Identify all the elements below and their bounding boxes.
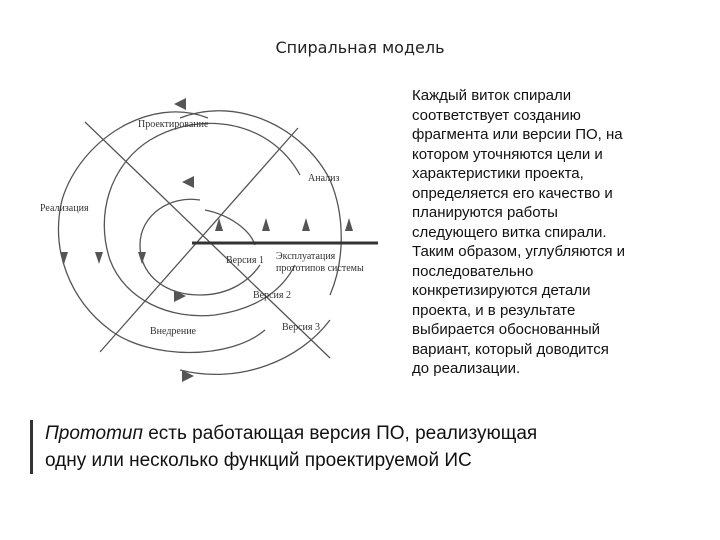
arrow-left-icon	[182, 176, 194, 188]
prototype-line-2: одну или несколько функций проектируемой ИС	[45, 450, 472, 471]
description-line: планируются работы	[412, 204, 558, 221]
arrow-up-icon	[262, 218, 270, 231]
label-design: Проектирование	[138, 119, 209, 130]
description-line: следующего витка спирали.	[412, 223, 607, 241]
label-deployment: Внедрение	[150, 326, 196, 337]
slide-title: Спиральная модель	[275, 38, 445, 57]
label-analysis: Анализ	[308, 173, 340, 184]
description-line: вариант, который доводится	[412, 340, 609, 358]
label-operation-line2: прототипов системы	[276, 263, 364, 274]
label-implementation: Реализация	[40, 203, 89, 214]
arrow-down-icon	[95, 252, 103, 264]
label-operation-line1: Эксплуатация	[276, 251, 336, 262]
prototype-term: Прототип	[45, 423, 143, 444]
arrow-down-icon	[138, 252, 146, 264]
label-version3: Версия 3	[282, 322, 320, 333]
axis-line	[100, 128, 298, 352]
spiral-arc	[59, 112, 265, 353]
description-line: последовательно	[412, 262, 534, 280]
description-line: Каждый виток спирали	[412, 87, 572, 104]
prototype-line1-text: есть работающая версия ПО, реализующая	[142, 423, 538, 444]
arrow-right-icon	[174, 290, 186, 302]
description-text	[412, 86, 712, 379]
prototype-line-1	[45, 420, 720, 447]
description-line: выбирается обоснованный	[412, 321, 601, 338]
description-line: фрагмента или версии ПО, на	[412, 126, 623, 143]
description-line: до реализации.	[412, 360, 521, 377]
description-line: конкретизируются детали	[412, 282, 591, 299]
description-line: Таким образом, углубляются и	[412, 243, 626, 260]
description-line: характеристики проекта,	[412, 165, 584, 182]
spiral-model-diagram	[40, 80, 390, 410]
spiral-arc	[104, 123, 300, 315]
prototype-definition	[30, 420, 720, 474]
arrow-up-icon	[302, 218, 310, 231]
label-version2: Версия 2	[253, 290, 291, 301]
arrow-left-icon	[174, 98, 186, 110]
spiral-arc	[140, 199, 260, 295]
arrow-down-icon	[60, 252, 68, 264]
description-line: котором уточняются цели и	[412, 145, 603, 163]
arrow-up-icon	[345, 218, 353, 231]
description-line: определяется его качество и	[412, 184, 613, 202]
description-line: соответствует созданию	[412, 106, 581, 124]
label-version1: Версия 1	[226, 255, 264, 266]
spiral-arc	[205, 210, 255, 245]
description-line: проекта, и в результате	[412, 301, 576, 319]
